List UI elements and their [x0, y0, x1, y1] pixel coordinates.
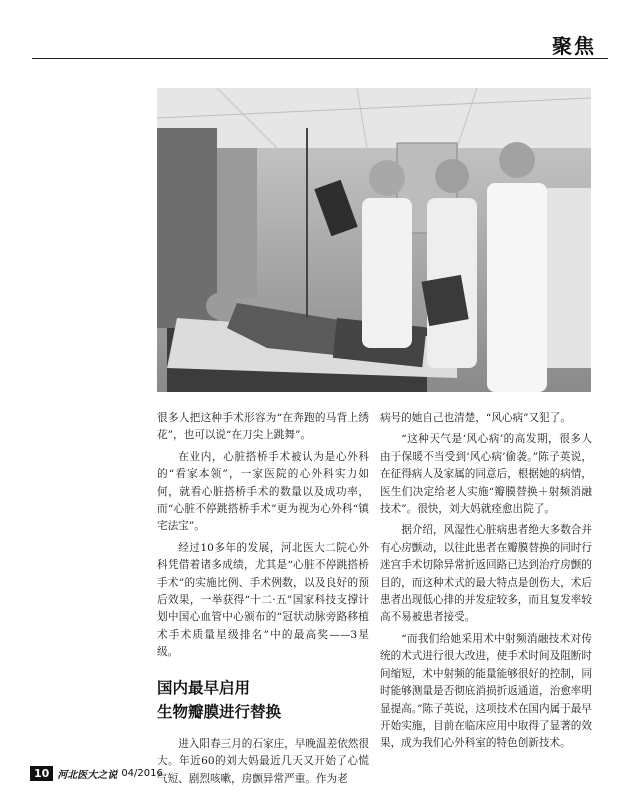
paragraph: 病号的她自己也清楚，“风心病”又犯了。 — [380, 412, 571, 424]
subheading — [157, 676, 369, 724]
section-tag: 聚焦 — [552, 34, 596, 58]
page-number: 10 — [30, 766, 53, 781]
paragraph: 很多人把这种手术形容为“在奔跑的马背上绣花”，也可以说“在刀尖上跳舞”。 — [157, 412, 369, 442]
hospital-ward-photo-icon — [157, 88, 591, 392]
issue-label: 04/2016 — [121, 767, 163, 779]
paragraph: “这种天气是‘风心病’的高发期，很多人由于保暖不当受到‘风心病’偷袭。”陈子英说，在征得病人及家属的同意后，根据她的病情，医生们决定给老人实施“瓣膜替换＋射频消融技术”。很快，刘大妈就痊愈出院了。 — [380, 433, 592, 516]
paragraph: 经过10多年的发展，河北医大二院心外科凭借着诸多成绩，尤其是“心脏不停跳搭桥手术”的实施比例、手术例数，以及良好的预后效果，一举获得“十二·五”国家科技支撑计划中国心血管中心颁布的“冠状动脉旁路移植术手术质量星级排名”中的最高奖——3星级。 — [157, 541, 369, 659]
paragraph: “而我们给她采用术中射频消融技术对传统的术式进行很大改进，使手术时间及阻断时间缩短，术中射频的能量能够很好的控制，同时能够测量是否彻底消损折返通道，治愈率明显提高。”陈子英说，这项技术在国内属于最早开始实施，目前在临床应用中取得了显著的效果，成为我们心外科室的特色创新技术。 — [380, 632, 592, 750]
magazine-logo: 河北医大之说 — [57, 769, 118, 781]
article-photo — [157, 88, 591, 392]
article-column-left — [157, 410, 369, 788]
paragraph: 在业内，心脏搭桥手术被认为是心外科的“看家本领”，一家医院的心外科实力如何，就看心脏搭桥手术的数量以及成功率，而“心脏不停跳搭桥手术”更为视为心外科“镇宅法宝”。 — [157, 450, 369, 533]
paragraph: 据介绍，风湿性心脏病患者绝大多数合并有心房颤动，以往此患者在瓣膜替换的同时行迷宫手术切除异常折返回路已达到治疗房颤的目的，而这种术式的最大特点是创伤大，术后患者出现低心排的并发症较多，而且复发率较高不易被患者接受。 — [380, 524, 592, 624]
subheading-line: 生物瓣膜进行替换 — [157, 702, 282, 721]
subheading-line: 国内最早启用 — [157, 678, 251, 697]
header-rule — [32, 58, 608, 59]
page-footer — [30, 765, 163, 781]
paragraph: 进入阳春三月的石家庄，早晚温差依然很大。年近60的刘大妈最近几天又开始了心慌气短、剧烈咳嗽，房颤异常严重。作为老 — [157, 737, 369, 785]
article-column-right — [380, 410, 592, 753]
